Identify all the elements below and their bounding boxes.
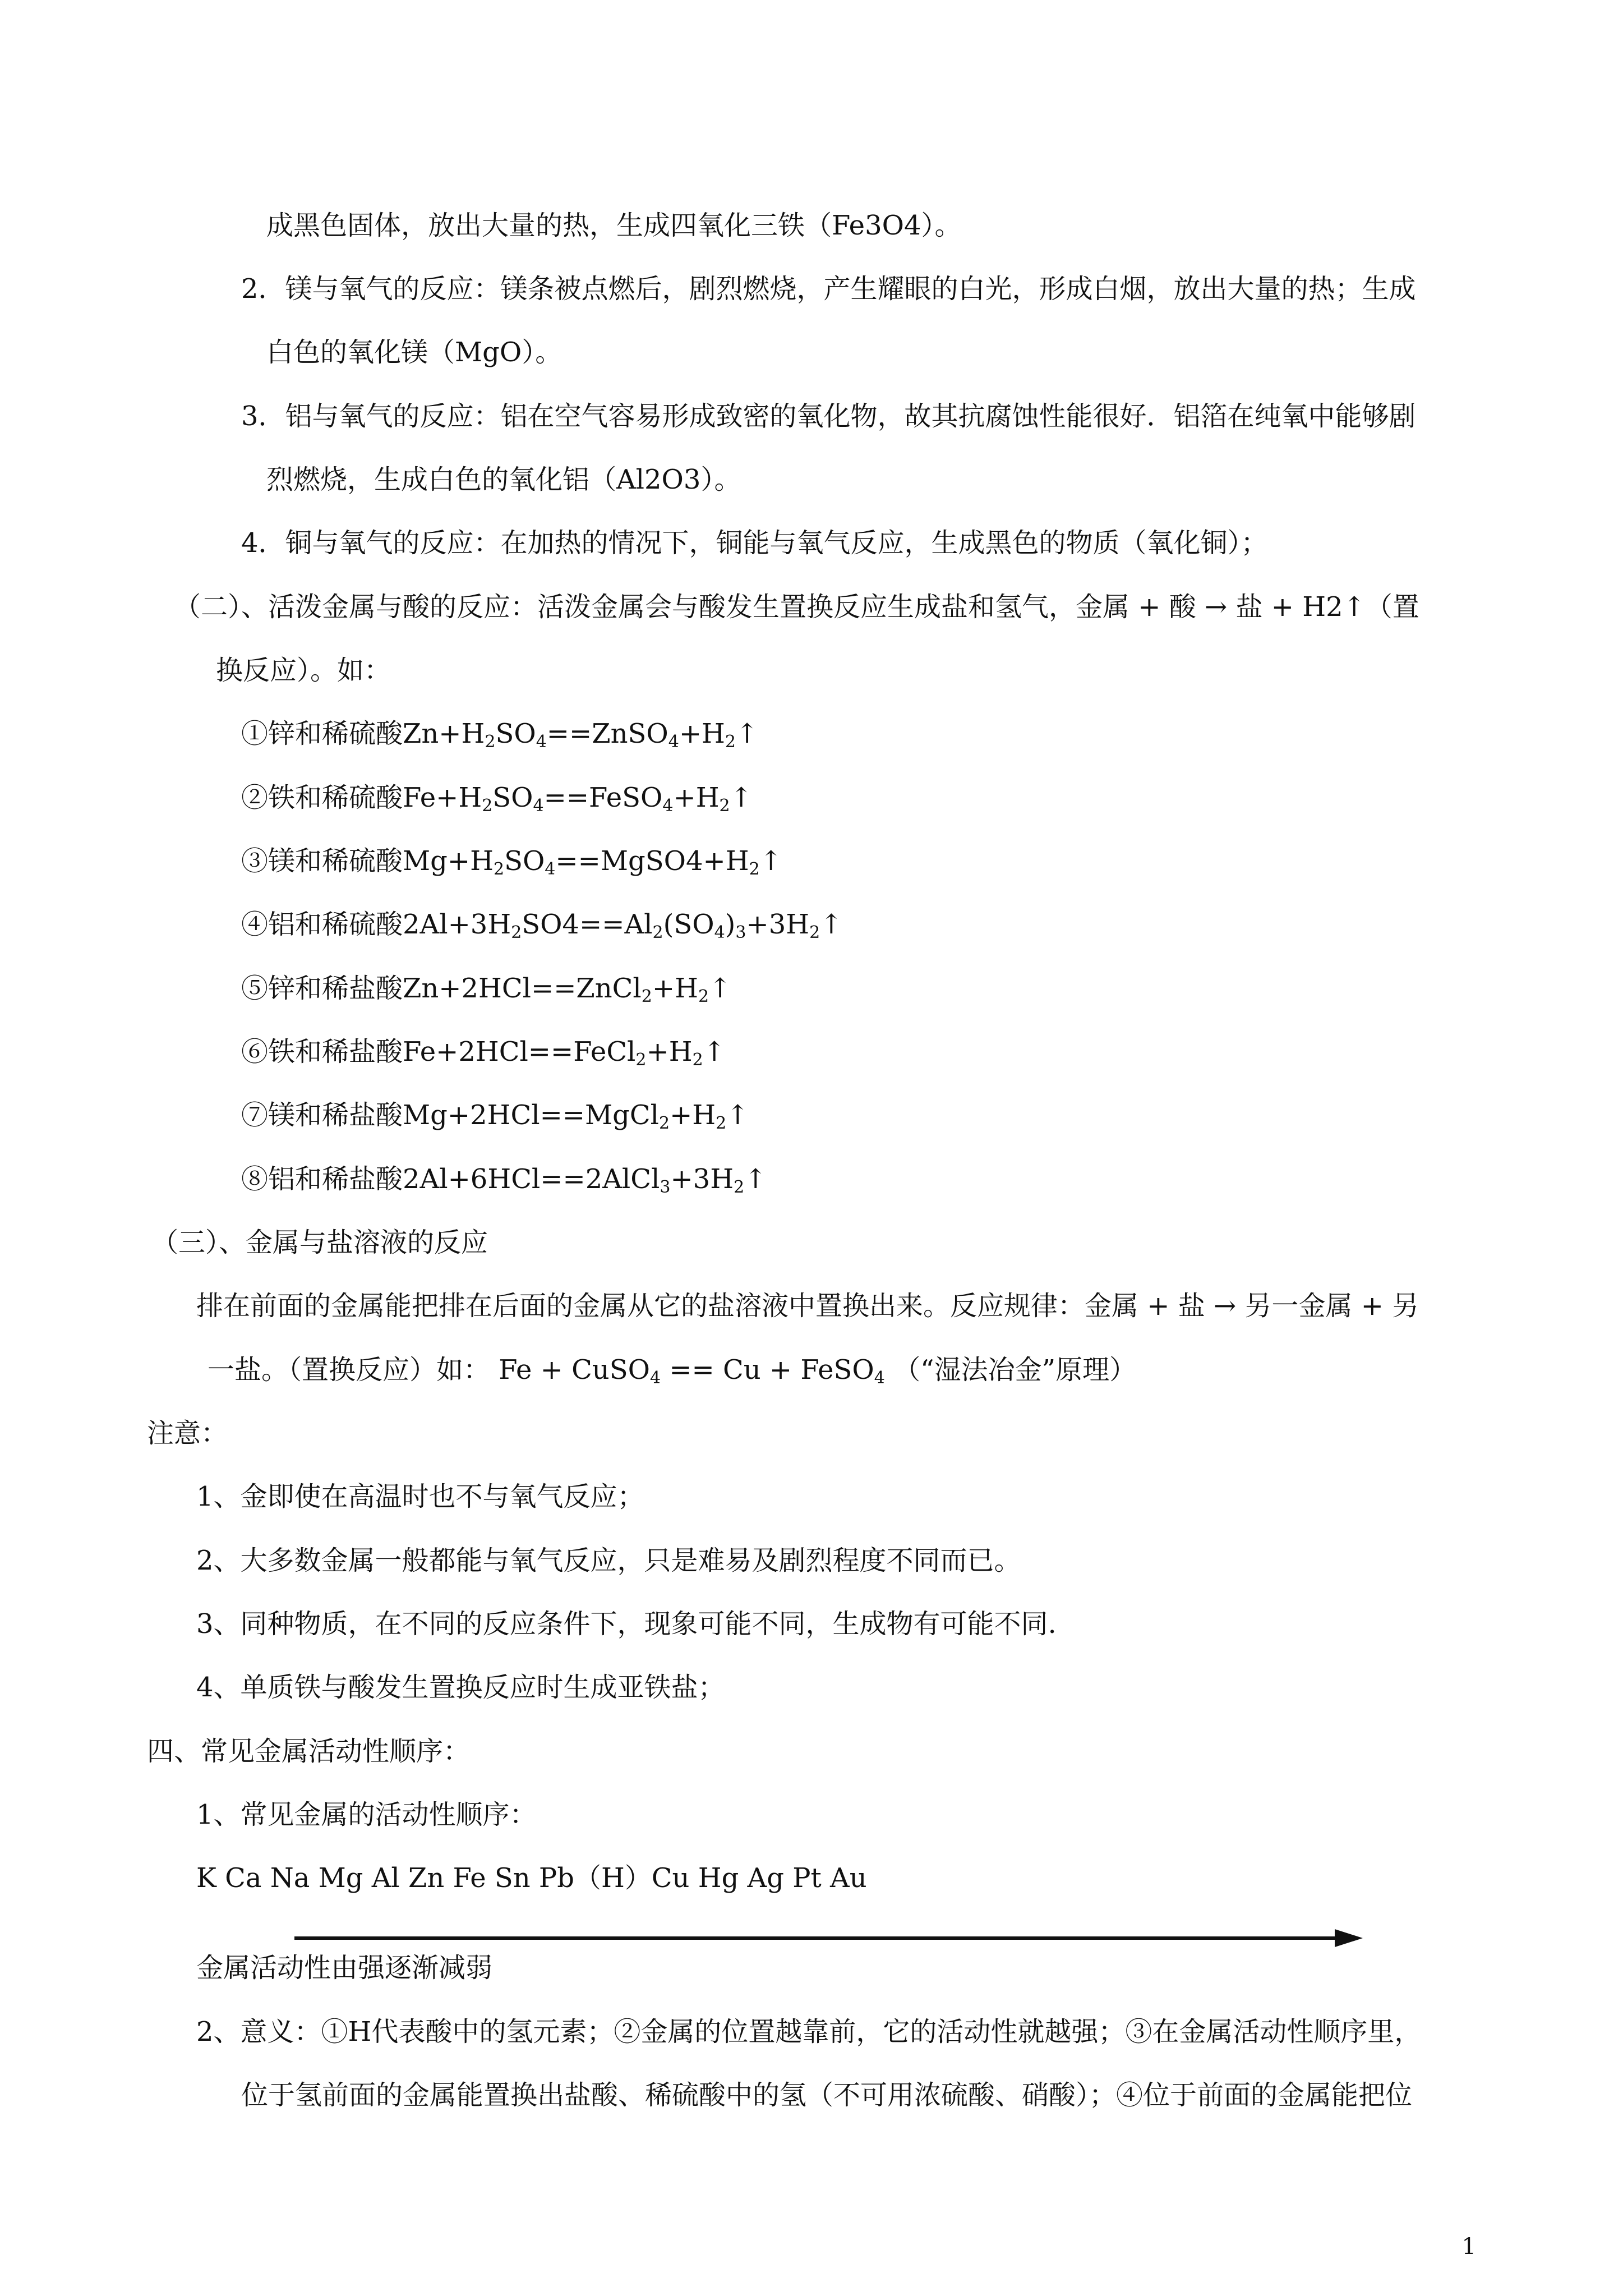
reaction-line: ⑥铁和稀盐酸$Fe+2HCl==FeCl_2+H_2↑$ [241, 1036, 726, 1070]
reaction-label: ③镁和稀硫酸 [241, 845, 403, 877]
reaction-label: ①锌和稀硫酸 [241, 718, 403, 749]
metal-activity-series: K Ca Na Mg Al Zn Fe Sn Pb（H）Cu Hg Ag Pt Au [196, 1862, 867, 1894]
equation-part: Zn+H [403, 718, 485, 749]
reaction-line: ①锌和稀硫酸$Zn+H_2SO_4==ZnSO_4+H_2↑$ [241, 718, 759, 752]
reaction-line: ③镁和稀硫酸$Mg+H_2SO_4==MgSO4+H_2↑$ [241, 845, 782, 879]
text-line: 换反应）。如： [216, 655, 391, 686]
text-line: 4．铜与氧气的反应：在加热的情况下，铜能与氧气反应，生成黑色的物质（氧化铜）； [241, 527, 1268, 559]
reaction-line: ②铁和稀硫酸$Fe+H_2SO_4==FeSO_4+H_2↑$ [241, 782, 753, 816]
list-item: 1、金即使在高温时也不与氧气反应； [196, 1481, 644, 1512]
text-line: 成黑色固体，放出大量的热，生成四氧化三铁（Fe3O4）。 [266, 210, 962, 241]
section-heading: 注意： [147, 1418, 228, 1449]
reaction-line: ④铝和稀硫酸$2Al+3H_2SO4==Al_2(SO_4)_3+3H_2↑$ [241, 909, 843, 942]
reaction-label: ④铝和稀硫酸 [241, 909, 403, 940]
reaction-label: ②铁和稀硫酸 [241, 782, 403, 813]
list-item: 2、大多数金属一般都能与氧气反应，只是难易及剧烈程度不同而已。 [196, 1545, 1021, 1576]
reaction-line: ⑧铝和稀盐酸$2Al+6HCl==2AlCl_3+3H_2↑$ [241, 1163, 767, 1197]
section-heading: 四、常见金属活动性顺序： [147, 1736, 471, 1767]
text-line: 白色的氧化镁（MgO）。 [266, 337, 562, 368]
list-item: 3、同种物质，在不同的反应条件下，现象可能不同，生成物有可能不同. [196, 1608, 1057, 1640]
text-line: 3．铝与氧气的反应：铝在空气容易形成致密的氧化物，故其抗腐蚀性能很好．铝箔在纯氧中能够剧 [241, 401, 1416, 432]
page-number: 1 [1461, 2234, 1476, 2260]
reaction-line: ⑤锌和稀盐酸$Zn+2HCl==ZnCl_2+H_2↑$ [241, 973, 732, 1006]
text-line: （二）、活泼金属与酸的反应：活泼金属会与酸发生置换反应生成盐和氢气，金属 + 酸 → 盐 + H2↑（置 [174, 591, 1419, 623]
section-heading: （三）、金属与盐溶液的反应 [151, 1227, 488, 1258]
arrow-caption: 金属活动性由强逐渐减弱 [196, 1952, 493, 1984]
text-line: 烈燃烧，生成白色的氧化铝（Al2O3）。 [266, 464, 741, 495]
list-item: 4、单质铁与酸发生置换反应时生成亚铁盐； [196, 1672, 725, 1703]
list-item: 1、常见金属的活动性顺序： [196, 1799, 537, 1830]
text-line: 2．镁与氧气的反应：镁条被点燃后，剧烈燃烧，产生耀眼的白光，形成白烟，放出大量的热；生成 [241, 273, 1416, 305]
text-line: 一盐。（置换反应）如： Fe + CuSO$_4$ == Cu + FeSO$_4$ （“湿法冶金”原理） [208, 1354, 1137, 1388]
list-item: 2、意义：①H代表酸中的氢元素；②金属的位置越靠前，它的活动性就越强；③在金属活动性顺序里， [196, 2016, 1422, 2047]
activity-arrow-line [294, 1936, 1338, 1940]
reaction-label: ⑦镁和稀盐酸 [241, 1099, 403, 1131]
text-line: 排在前面的金属能把排在后面的金属从它的盐溶液中置换出来。反应规律：金属 + 盐 → 另一金属 + 另 [196, 1290, 1419, 1322]
text-line: 位于氢前面的金属能置换出盐酸、稀硫酸中的氢（不可用浓硫酸、硝酸）；④位于前面的金属能把位 [241, 2079, 1413, 2111]
arrow-right-icon [1335, 1929, 1363, 1947]
reaction-label: ⑤锌和稀盐酸 [241, 973, 403, 1004]
reaction-line: ⑦镁和稀盐酸$Mg+2HCl==MgCl_2+H_2↑$ [241, 1099, 749, 1133]
reaction-label: ⑧铝和稀盐酸 [241, 1163, 403, 1195]
reaction-label: ⑥铁和稀盐酸 [241, 1036, 403, 1068]
